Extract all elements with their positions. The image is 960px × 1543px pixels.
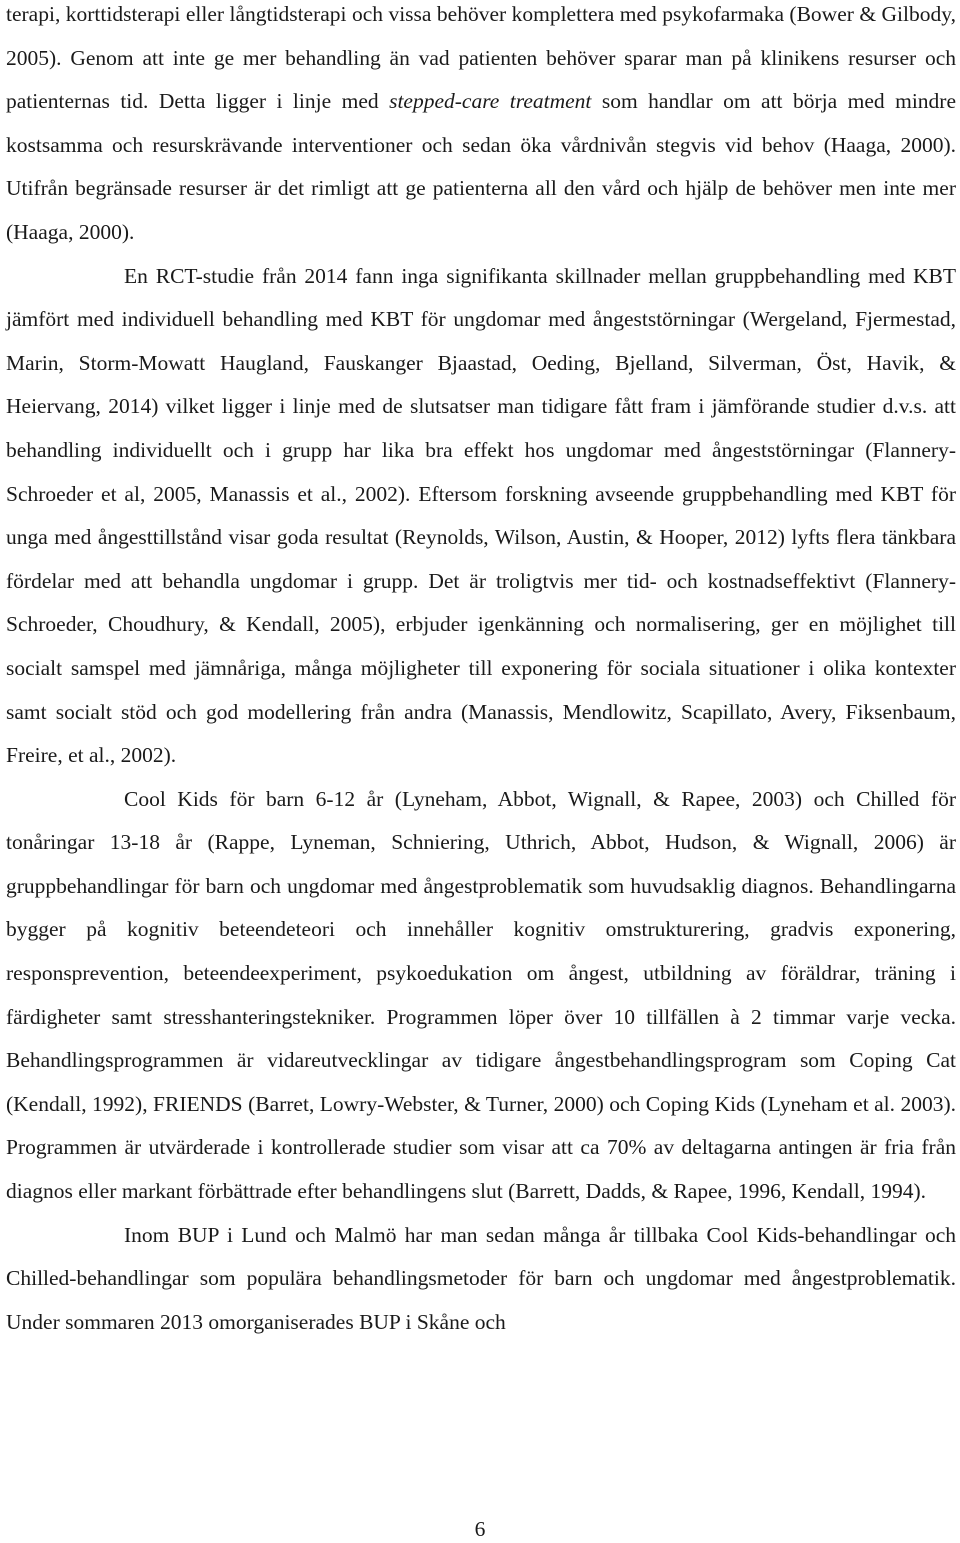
paragraph-3-text: Cool Kids för barn 6-12 år (Lyneham, Abbot, Wignall, & Rapee, 2003) och Chilled för tonåringar 13-18 år (Rappe, Lyneman, Schniering, Uthrich, Abbot, Hudson, & Wignall, 2006) är gruppbehandlingar för barn och ungdomar med ångestproblematik som huvudsaklig diagnos. Behandlingarna bygger på kognitiv beteendeteori och innehåller kognitiv omstrukturering, gradvis exponering, responsprevention, beteendeexperiment, psykoedukation om ångest, utbildning av föräldrar, träning i färdigheter samt stresshanteringstekniker. Programmen löper över 10 tillfällen à 2 timmar varje vecka. Behandlingsprogrammen är vidareutvecklingar av tidigare ångestbehandlingsprogram som Coping Cat (Kendall, 1992), FRIENDS (Barret, Lowry-Webster, & Turner, 2000) och Coping Kids (Lyneham et al. 2003). Programmen är utvärderade i kontrollerade studier som visar att ca 70% av deltagarna antingen är fria från diagnos eller markant förbättrade efter behandlingens slut (Barrett, Dadds, & Rapee, 1996, Kendall, 1994). xyxy=(6,786,956,1204)
paragraph-3 xyxy=(6,778,956,1214)
page-number: 6 xyxy=(474,1517,486,1541)
paragraph-4-text: Inom BUP i Lund och Malmö har man sedan många år tillbaka Cool Kids-behandlingar och Chilled-behandlingar som populära behandlingsmetoder för barn och ungdomar med ångestproblematik. Under sommaren 2013 omorganiserades BUP i Skåne och xyxy=(6,1222,956,1334)
paragraph-1-text-a: terapi, korttidsterapi eller långtidsterapi och vissa behöver komplettera med psykofarmaka (Bower & Gilbody, 2005). Genom att inte ge mer behandling än vad patienten behöver sparar man på klinikens resurser och patienternas tid. Detta ligger i linje med xyxy=(6,2,956,114)
paragraph-2-text: En RCT-studie från 2014 fann inga signifikanta skillnader mellan gruppbehandling med KBT jämfört med individuell behandling med KBT för ungdomar med ångeststörningar (Wergeland, Fjermestad, Marin, Storm-Mowatt Haugland, Fauskanger Bjaastad, Oeding, Bjelland, Silverman, Öst, Havik, & Heiervang, 2014) vilket ligger i linje med de slutsatser man tidigare fått fram i jämförande studier d.v.s. att behandling individuellt och i grupp har lika bra effekt hos ungdomar med ångeststörningar (Flannery-Schroeder et al, 2005, Manassis et al., 2002). Eftersom forskning avseende gruppbehandling med KBT för unga med ångesttillstånd visar goda resultat (Reynolds, Wilson, Austin, & Hooper, 2012) lyfts flera tänkbara fördelar med att behandla ungdomar i grupp. Det är troligtvis mer tid- och kostnadseffektivt (Flannery-Schroeder, Choudhury, & Kendall, 2005), erbjuder igenkänning och normalisering, ger en möjlighet till socialt samspel med jämnåriga, många möjligheter till exponering för sociala situationer i olika kontexter samt socialt stöd och god modellering från andra (Manassis, Mendlowitz, Scapillato, Avery, Fiksenbaum, Freire, et al., 2002). xyxy=(6,263,956,768)
paragraph-4 xyxy=(6,1214,956,1345)
document-page xyxy=(6,0,956,1344)
paragraph-2 xyxy=(6,255,956,778)
paragraph-1 xyxy=(6,0,956,255)
stepped-care-term: stepped-care treatment xyxy=(389,89,592,114)
paragraph-1-text-b: som handlar om att börja med mindre kostsamma och resurskrävande interventioner och sedan öka vårdnivån stegvis vid behov (Haaga, 2000). Utifrån begränsade resurser är det rimligt att ge patienterna all den vård och hjälp de behöver men inte mer (Haaga, 2000). xyxy=(6,89,956,244)
